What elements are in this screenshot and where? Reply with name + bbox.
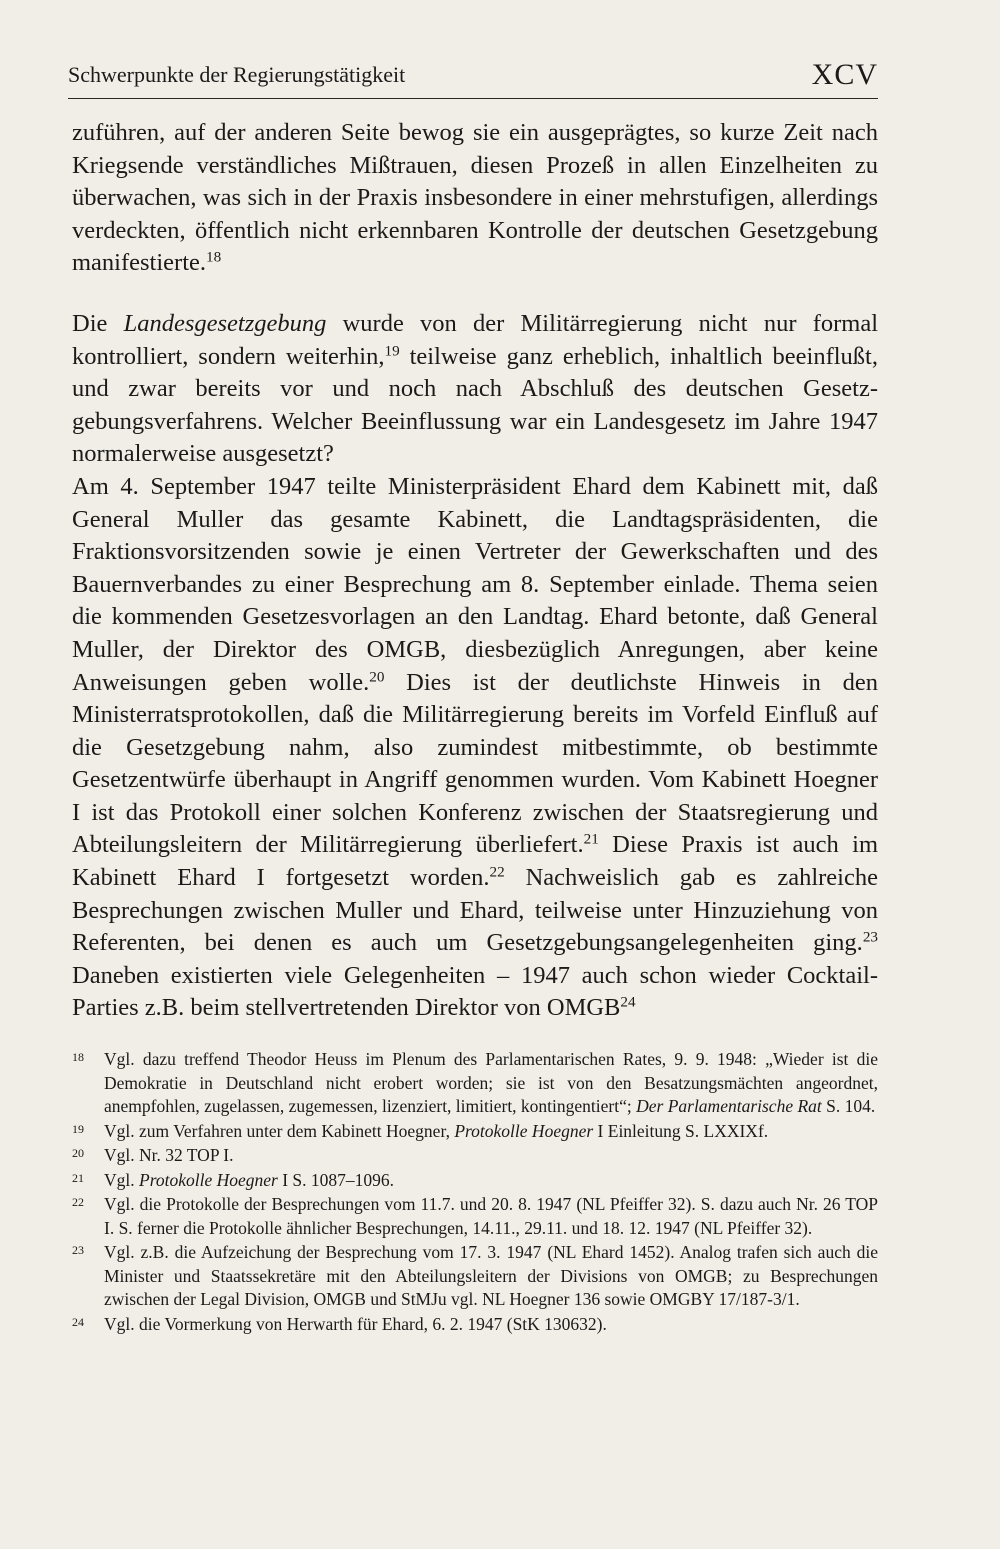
italic-text-run: Protokolle Hoegner [454,1120,594,1141]
text-run: Nachweislich gab es zahlreiche Besprechungen zwischen Muller und Ehard, teilweise unter Hinzuziehung von Referenten, bei denen es auch um Gesetzgebungsangelegenheiten ging. [72,864,878,957]
italic-text-run: Landesgesetzgebung [123,309,327,337]
text-run: Dies ist der deutlichste Hinweis in den Ministerratsprotokollen, daß die Militärregierung bereits im Vorfeld Einfluß auf die Gesetzgebung nahm, also zumindest mitbestimmte, ob bestimmte Gesetzentwürfe überhaupt in Angriff genommen wurden. Vom Kabinett Hoegner I ist das Protokoll einer solchen Konferenz zwischen der Staatsregierung und Abteilungsleitern der Militärregierung überliefert. [72,668,878,859]
footnote-number: 22 [72,1195,84,1209]
paragraph [72,117,878,280]
page-number: XCV [811,58,878,91]
body-text [72,117,878,1025]
footnote-number: 20 [72,1146,84,1160]
paragraph [72,471,878,1025]
text-run: I Einleitung S. LXXIXf. [593,1120,769,1141]
footnote-number: 24 [72,1314,84,1329]
footnote [72,1144,878,1168]
footnote-reference: 18 [206,249,222,267]
footnote [72,1313,878,1337]
footnote-number: 23 [72,1243,84,1257]
footnote-reference: 21 [583,831,599,849]
text-run: Diese Praxis ist auch im Kabinett Ehard I fortgesetzt worden. [72,831,879,892]
footnotes [72,1048,878,1337]
footnote-number: 19 [72,1121,84,1136]
italic-text-run: Protokolle Hoegner [139,1169,278,1190]
footnote-reference: 19 [384,342,400,360]
footnote [72,1169,878,1193]
italic-text-run: Der Parlamentarische Rat [636,1096,822,1116]
text-run: Vgl. die Protokolle der Besprechungen vom 11.7. und 20. 8. 1947 (NL Pfeiffer 32). S. dazu auch Nr. 26 TOP I. S. ferner die Protokolle ähnlicher Besprechungen, 14.11., 29.11. und 18. 12. 1947 (NL Pfeiffer 32). [104,1194,878,1238]
text-run: wurde von der Militärregierung nicht nur formal kontrolliert, sondern weiterhin, [72,309,878,370]
footnote [72,1120,878,1144]
text-run: Die [72,309,124,337]
text-run: Vgl. zum Verfahren unter dem Kabinett Hoegner, [104,1120,455,1141]
footnote [72,1193,878,1240]
running-title: Schwerpunkte der Regierungstätigkeit [68,62,406,87]
footnote-number: 21 [72,1170,84,1185]
text-run: Vgl. dazu treffend Theodor Heuss im Plenum des Parlamentarischen Rates, 9. 9. 1948: „Wieder ist die Demokratie in Deutschland nicht erobert worden; sie ist von den Besatzungsmächten angeordnet, anempfohlen, zugelassen, zugemessen, lizenziert, limitiert, kontingentiert“; [104,1049,878,1116]
text-run: Daneben existierten viele Gelegenheiten – 1947 auch schon wieder Cocktail-Parties z.B. beim stellvertretenden Direktor von OMGB [72,961,878,1022]
text-run: Vgl. [104,1169,139,1190]
text-run: I S. 1087–1096. [277,1169,395,1190]
text-run: Vgl. die Vormerkung von Herwarth für Ehard, 6. 2. 1947 (StK 130632). [104,1313,607,1334]
text-run: teilweise ganz erheblich, inhaltlich beeinflußt, und zwar bereits vor und noch nach Abschluß des deutschen Gesetzgebungsverfahrens. Welcher Beeinflussung war ein Landesgesetz im Jahre 1947 normalerweise ausgesetzt? [72,342,878,468]
footnote-reference: 22 [489,863,505,881]
text-run: Am 4. September 1947 teilte Ministerpräsident Ehard dem Kabinett mit, daß General Muller das gesamte Kabinett, die Landtagspräsidenten, die Fraktionsvorsitzenden sowie je einen Vertreter der Gewerkschaften und des Bauernverbandes zu einer Besprechung am 8. September einlade. Thema seien die kommenden Gesetzesvorlagen an den Landtag. Ehard betonte, daß General Muller, der Direktor des OMGB, diesbezüglich Anregungen, aber keine Anweisungen geben wolle. [72,472,878,696]
footnote-number: 18 [72,1050,84,1064]
text-run: Vgl. z.B. die Aufzeichung der Besprechung vom 17. 3. 1947 (NL Ehard 1452). Analog trafen sich auch die Minister und Staatssekretäre mit den Abteilungsleitern der Divisions von OMGB; zu Besprechungen zwischen der Legal Division, OMGB und StMJu vgl. NL Hoegner 136 sowie OMGBY 17/187-3/1. [104,1242,878,1309]
footnote [72,1241,878,1312]
footnote-reference: 24 [620,994,636,1012]
footnote-reference: 20 [369,668,385,686]
paragraph [72,308,878,471]
footnote-reference: 23 [862,928,878,946]
text-run: S. 104. [821,1096,876,1116]
running-header [68,58,878,99]
text-run: Vgl. Nr. 32 TOP I. [104,1145,234,1165]
text-run: zuführen, auf der anderen Seite bewog sie ein ausgeprägtes, so kurze Zeit nach Kriegsende verständliches Mißtrauen, diesen Prozeß in allen Einzelheiten zu überwachen, was sich in der Praxis insbesondere in einer mehrstufigen, allerdings verdeckten, öffentlich nicht erkennbaren Kontrolle der deutschen Gesetzgebung manifestierte. [72,119,878,277]
footnote [72,1048,878,1119]
